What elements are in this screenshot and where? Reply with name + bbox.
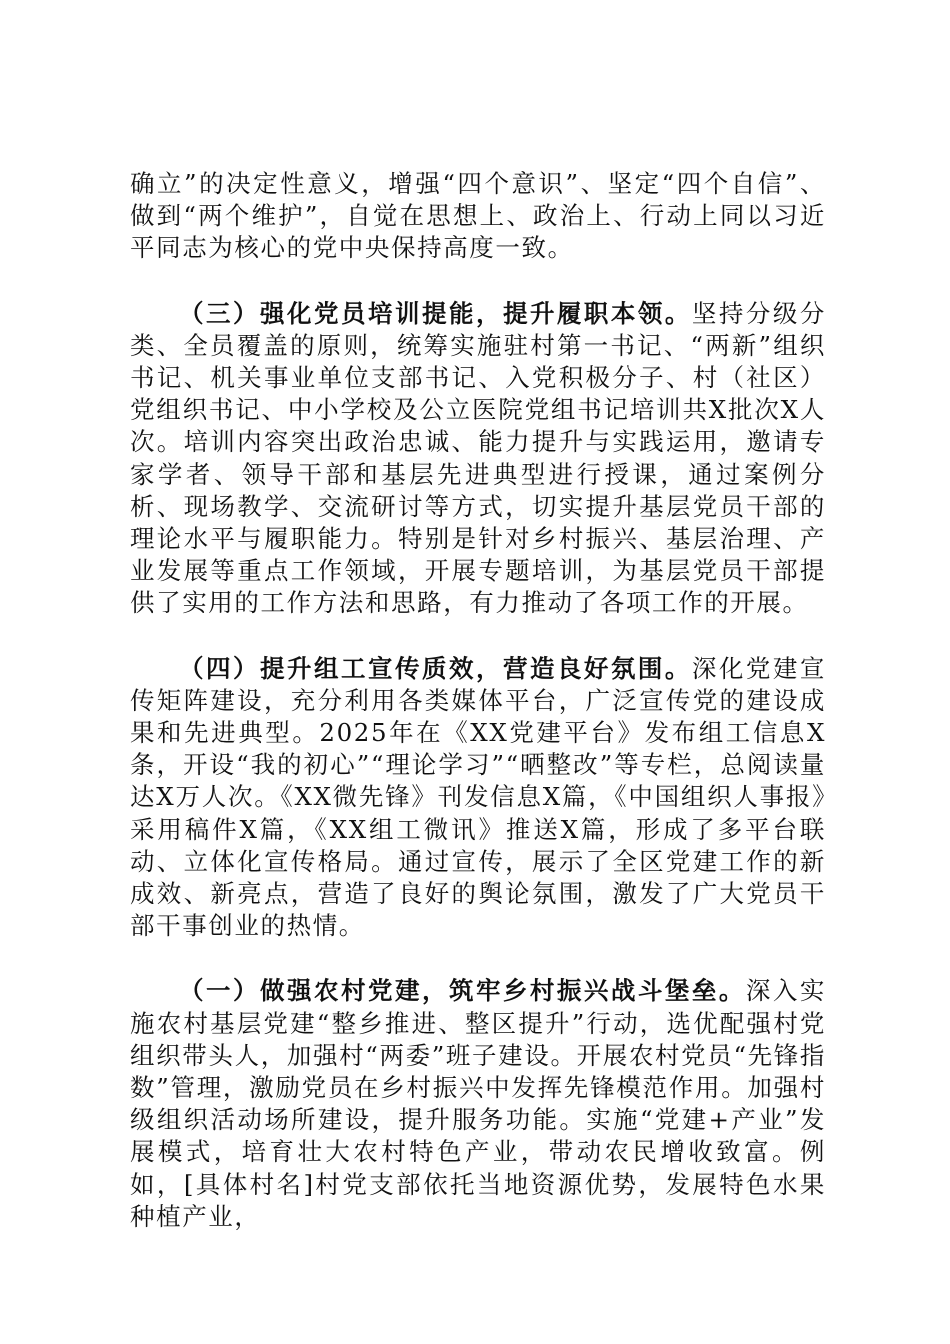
document-body xyxy=(130,168,826,1233)
paragraph-continuation xyxy=(130,168,826,265)
paragraph-training xyxy=(130,298,826,620)
paragraph-lead: （三）强化党员培训提能，提升履职本领。 xyxy=(179,298,692,328)
paragraph-text: 深化党建宣传矩阵建设，充分利用各类媒体平台，广泛宣传党的建设成果和先进典型。2025年在《XX党建平台》发布组工信息X条，开设“我的初心”“理论学习”“晒整改”等专栏，总阅读量达X万人次。《XX微先锋》刊发信息X篇，《中国组织人事报》采用稿件X篇，《XX组工微讯》推送X篇，形成了多平台联动、立体化宣传格局。通过宣传，展示了全区党建工作的新成效、新亮点，营造了良好的舆论氛围，激发了广大党员干部干事创业的热情。 xyxy=(130,653,827,941)
paragraph-publicity xyxy=(130,653,826,943)
paragraph-rural xyxy=(130,975,826,1233)
paragraph-lead: （四）提升组工宣传质效，营造良好氛围。 xyxy=(179,653,692,683)
paragraph-text: 确立”的决定性意义，增强“四个意识”、坚定“四个自信”、做到“两个维护”，自觉在思想上、政治上、行动上同以习近平同志为核心的党中央保持高度一致。 xyxy=(130,169,826,263)
paragraph-text: 深入实施农村基层党建“整乡推进、整区提升”行动，选优配强村党组织带头人，加强村“两委”班子建设。开展农村党员“先锋指数”管理，激励党员在乡村振兴中发挥先锋模范作用。加强村级组织活动场所建设，提升服务功能。实施“党建+产业”发展模式，培育壮大农村特色产业，带动农民增收致富。例如，[具体村名]村党支部依托当地资源优势，发展特色水果种植产业， xyxy=(130,976,826,1231)
paragraph-lead: （一）做强农村党建，筑牢乡村振兴战斗堡垒。 xyxy=(179,976,746,1006)
paragraph-text: 坚持分级分类、全员覆盖的原则，统筹实施驻村第一书记、“两新”组织书记、机关事业单位支部书记、入党积极分子、村（社区）党组织书记、中小学校及公立医院党组书记培训共X批次X人次。培训内容突出政治忠诚、能力提升与实践运用，邀请专家学者、领导干部和基层先进典型进行授课，通过案例分析、现场教学、交流研讨等方式，切实提升基层党员干部的理论水平与履职能力。特别是针对乡村振兴、基层治理、产业发展等重点工作领域，开展专题培训，为基层党员干部提供了实用的工作方法和思路，有力推动了各项工作的开展。 xyxy=(130,298,827,618)
